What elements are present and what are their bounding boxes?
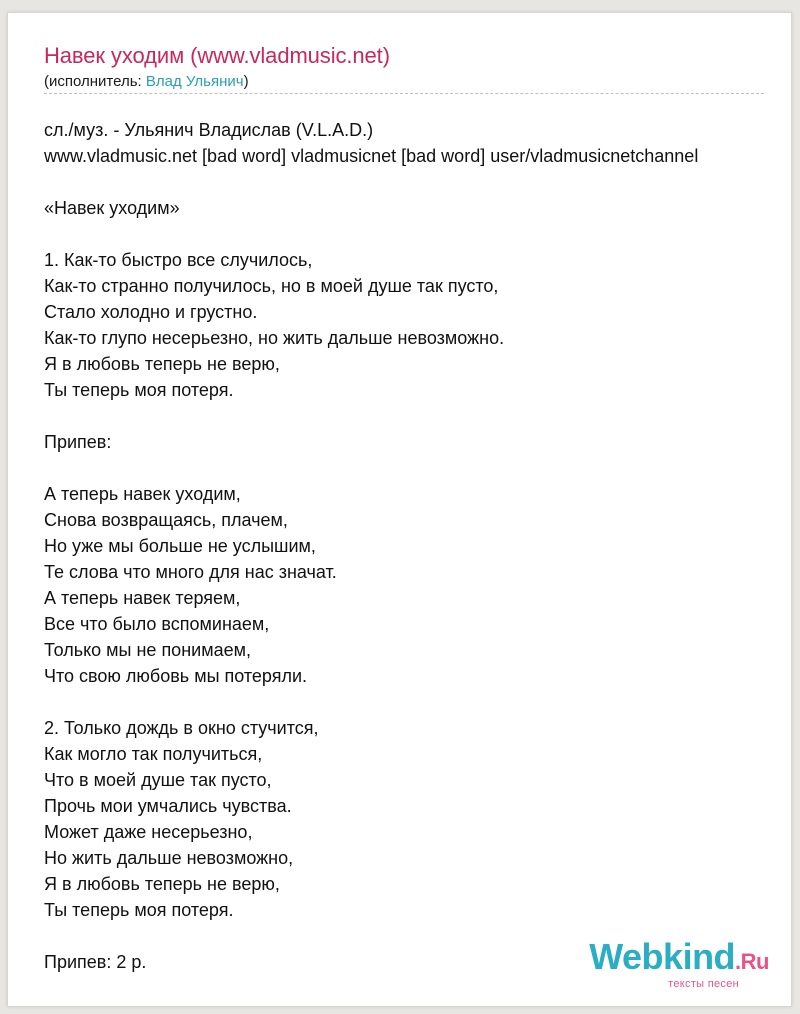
artist-link[interactable]: Влад Ульянич [145, 73, 244, 90]
watermark [589, 936, 769, 990]
watermark-logo-text: Webkind [589, 936, 736, 977]
watermark-tld: .Ru [735, 949, 769, 974]
watermark-logo [589, 936, 769, 980]
lyrics-card [7, 12, 792, 1007]
song-title: Навек уходим (www.vladmusic.net) [44, 43, 390, 68]
artist-suffix: ) [243, 73, 249, 90]
lyrics-text: сл./муз. - Ульянич Владислав (V.L.A.D.) www.vladmusic.net [bad word] vladmusicnet [bad word] user/vladmusicnetchannel «Навек уходим» 1. Как-то быстро все случилось, Как-то странно получилось, но в моей душе так пусто, Стало холодно и грустно. Как-то глупо несерьезно, но жить дальше невозможно. Я в любовь теперь не верю, Ты теперь моя потеря. Припев: А теперь навек уходим, Снова возвращаясь, плачем, Но уже мы больше не услышим, Те слова что много для нас значат. А теперь навек теряем, Все что было вспоминаем, Только мы не понимаем, Что свою любовь мы потеряли. 2. Только дождь в окно стучится, Как могло так получиться, Что в моей душе так пусто, Прочь мои умчались чувства. Может даже несерьезно, Но жить дальше невозможно, Я в любовь теперь не верю, Ты теперь моя потеря. Припев: 2 р. [44, 120, 699, 972]
divider [44, 93, 764, 94]
watermark-tagline: тексты песен [668, 978, 739, 990]
artist-line [44, 73, 249, 90]
artist-prefix: (исполнитель: [44, 73, 146, 90]
